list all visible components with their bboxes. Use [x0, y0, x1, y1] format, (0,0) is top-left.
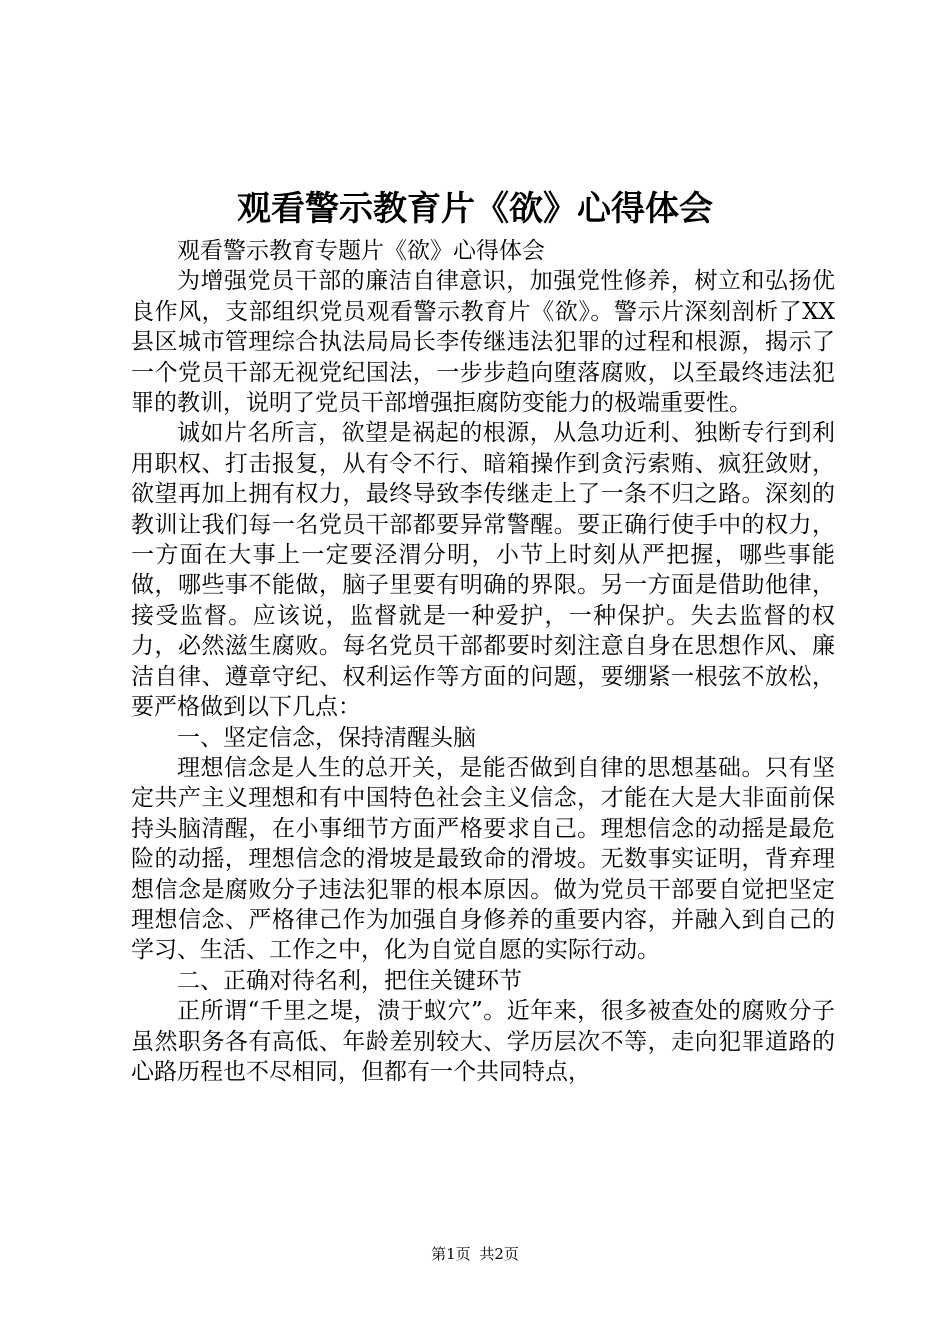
- document-body: [131, 236, 835, 1087]
- intro-paragraph: 为增强党员干部的廉洁自律意识，加强党性修养，树立和弘扬优良作风，支部组织党员观看警示教育片《欲》。警示片深刻剖析了XX县区城市管理综合执法局局长李传继违法犯罪的过程和根源，揭示了一个党员干部无视党纪国法，一步步趋向堕落腐败，以至最终违法犯罪的教训，说明了党员干部增强拒腐防变能力的极端重要性。: [131, 268, 835, 417]
- page-footer: [0, 1244, 950, 1264]
- body-paragraph: 诚如片名所言，欲望是祸起的根源，从急功近利、独断专行到利用职权、打击报复，从有令不行、暗箱操作到贪污索贿、疯狂敛财，欲望再加上拥有权力，最终导致李传继走上了一条不归之路。深刻的教训让我们每一名党员干部都要异常警醒。要正确行使手中的权力，一方面在大事上一定要泾渭分明，小节上时刻从严把握，哪些事能做，哪些事不能做，脑子里要有明确的界限。另一方面是借助他律，接受监督。应该说，监督就是一种爱护，一种保护。失去监督的权力，必然滋生腐败。每名党员干部都要时刻注意自身在思想作风、廉洁自律、遵章守纪、权利运作等方面的问题，要绷紧一根弦不放松，要严格做到以下几点：: [131, 420, 835, 721]
- page-total: 共2页: [479, 1245, 519, 1263]
- subtitle-paragraph: 观看警示教育专题片《欲》心得体会: [177, 238, 545, 264]
- section-heading-2: 二、正确对待名利，把住关键环节: [177, 967, 522, 994]
- body-paragraph: 理想信念是人生的总开关，是能否做到自律的思想基础。只有坚定共产主义理想和有中国特色社会主义信念，才能在大是大非面前保持头脑清醒，在小事细节方面严格要求自己。理想信念的动摇是最危险的动摇，理想信念的滑坡是最致命的滑坡。无数事实证明，背弃理想信念是腐败分子违法犯罪的根本原因。做为党员干部要自觉把坚定理想信念、严格律己作为加强自身修养的重要内容，并融入到自己的学习、生活、工作之中，化为自觉自愿的实际行动。: [131, 754, 835, 964]
- page-number: 第1页: [431, 1245, 471, 1263]
- section-heading-1: 一、坚定信念，保持清醒头脑: [177, 724, 476, 751]
- body-paragraph: 正所谓“千里之堤，溃于蚁穴”。近年来，很多被查处的腐败分子虽然职务各有高低、年龄差别较大、学历层次不等，走向犯罪道路的心路历程也不尽相同，但都有一个共同特点，: [131, 998, 835, 1085]
- document-title: 观看警示教育片《欲》心得体会: [237, 189, 713, 229]
